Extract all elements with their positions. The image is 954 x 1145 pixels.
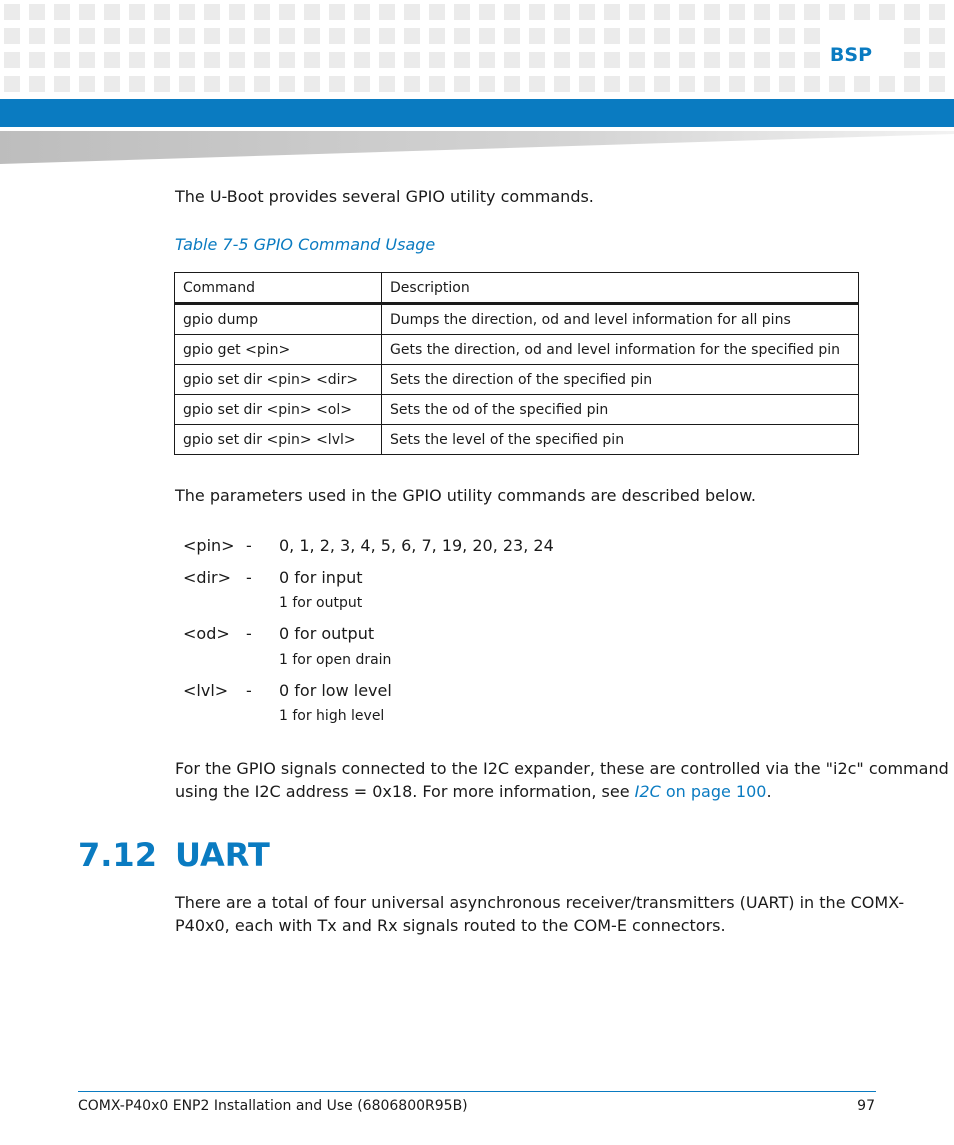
header-pattern-square	[229, 52, 245, 68]
header-pattern-square	[529, 52, 545, 68]
uart-paragraph-line2: P40x0, each with Tx and Rx signals routed to the COM-E connectors.	[175, 916, 726, 935]
header-pattern-square	[529, 4, 545, 20]
header-pattern-square	[904, 52, 920, 68]
header-pattern-square	[254, 76, 270, 92]
table-cell-description: Gets the direction, od and level information for the specified pin	[382, 335, 859, 365]
header-pattern-square	[729, 28, 745, 44]
header-pattern-square	[329, 4, 345, 20]
table-row	[175, 304, 859, 335]
footer-page-number: 97	[857, 1098, 875, 1114]
header-pattern-square	[779, 76, 795, 92]
table-cell-description: Sets the level of the specified pin	[382, 425, 859, 455]
i2c-note-suffix: .	[766, 782, 772, 801]
header-pattern-square	[629, 4, 645, 20]
header-pattern-square	[379, 76, 395, 92]
gpio-command-table	[174, 272, 859, 455]
header-pattern-square	[629, 76, 645, 92]
header-pattern-square	[79, 76, 95, 92]
section-title: UART	[175, 836, 270, 874]
header-pattern-square	[154, 28, 170, 44]
header-pattern-square	[229, 28, 245, 44]
param-sub-value: 1 for output	[279, 595, 363, 611]
header-pattern-square	[29, 76, 45, 92]
header-gray-wedge	[0, 131, 954, 164]
header-pattern-square	[304, 52, 320, 68]
header-pattern-square	[4, 76, 20, 92]
header-pattern-square	[54, 28, 70, 44]
header-pattern-square	[79, 4, 95, 20]
header-pattern-square	[929, 4, 945, 20]
header-pattern-square	[454, 76, 470, 92]
header-pattern-square	[879, 4, 895, 20]
header-pattern-square	[654, 28, 670, 44]
header-pattern-square	[29, 28, 45, 44]
header-pattern-square	[204, 28, 220, 44]
header-pattern-square	[804, 76, 820, 92]
i2c-cross-reference-link[interactable]	[635, 782, 767, 801]
param-name: <lvl>	[183, 681, 229, 700]
table-header-description: Description	[382, 273, 859, 304]
i2c-note-line1: For the GPIO signals connected to the I2C expander, these are controlled via the "i2c" command	[175, 759, 949, 778]
param-value: 0 for output	[279, 624, 375, 643]
header-pattern-square	[104, 4, 120, 20]
header-pattern-square	[779, 52, 795, 68]
header-pattern-square	[354, 76, 370, 92]
table-caption: Table 7-5 GPIO Command Usage	[175, 235, 436, 254]
header-pattern-square	[54, 4, 70, 20]
header-pattern-square	[679, 4, 695, 20]
header-pattern-square	[929, 52, 945, 68]
uart-paragraph-line1: There are a total of four universal asynchronous receiver/transmitters (UART) in the COMX-	[175, 893, 905, 912]
header-pattern-square	[779, 28, 795, 44]
header-pattern-square	[604, 76, 620, 92]
header-pattern-square	[579, 52, 595, 68]
i2c-link-page: on page 100	[660, 782, 767, 801]
header-pattern-square	[704, 28, 720, 44]
param-dash: -	[246, 568, 252, 587]
header-pattern-square	[704, 4, 720, 20]
i2c-note-prefix: using the I2C address = 0x18. For more information, see	[175, 782, 635, 801]
header-pattern-square	[254, 4, 270, 20]
header-pattern-square	[279, 4, 295, 20]
header-pattern-square	[554, 52, 570, 68]
table-row	[175, 425, 859, 455]
header-pattern-square	[904, 76, 920, 92]
header-pattern-square	[304, 28, 320, 44]
header-pattern-square	[429, 76, 445, 92]
param-dash: -	[246, 536, 252, 555]
header-pattern-square	[154, 4, 170, 20]
header-pattern-square	[479, 52, 495, 68]
header-pattern-square	[354, 28, 370, 44]
header-pattern-square	[479, 28, 495, 44]
table-cell-command: gpio set dir <pin> <dir>	[175, 365, 382, 395]
header-pattern-square	[754, 76, 770, 92]
header-pattern-square	[229, 4, 245, 20]
table-cell-command: gpio set dir <pin> <ol>	[175, 395, 382, 425]
param-value: 0 for input	[279, 568, 363, 587]
param-value: 0 for low level	[279, 681, 392, 700]
header-pattern-square	[79, 52, 95, 68]
header-pattern-square	[254, 28, 270, 44]
header-pattern-square	[454, 52, 470, 68]
header-pattern-square	[929, 76, 945, 92]
header-pattern-square	[279, 28, 295, 44]
header-pattern-square	[804, 28, 820, 44]
header-pattern-square	[454, 4, 470, 20]
header-pattern-square	[754, 52, 770, 68]
param-name: <dir>	[183, 568, 231, 587]
header-pattern-square	[554, 4, 570, 20]
header-pattern-square	[704, 76, 720, 92]
table-cell-command: gpio get <pin>	[175, 335, 382, 365]
header-pattern-square	[379, 28, 395, 44]
header-pattern-square	[704, 52, 720, 68]
header-pattern-square	[504, 28, 520, 44]
table-cell-description: Dumps the direction, od and level information for all pins	[382, 304, 859, 335]
header-section-tag: BSP	[829, 44, 872, 66]
header-pattern-square	[229, 76, 245, 92]
header-pattern	[0, 0, 954, 96]
header-pattern-square	[679, 52, 695, 68]
header-pattern-square	[204, 4, 220, 20]
header-pattern-square	[604, 52, 620, 68]
param-name: <pin>	[183, 536, 235, 555]
header-pattern-square	[604, 28, 620, 44]
header-blue-band	[0, 99, 954, 127]
header-pattern-square	[129, 76, 145, 92]
header-pattern-square	[479, 76, 495, 92]
header-pattern-square	[629, 52, 645, 68]
header-pattern-square	[504, 76, 520, 92]
header-pattern-square	[404, 76, 420, 92]
footer-rule	[78, 1091, 876, 1092]
header-pattern-square	[754, 4, 770, 20]
header-pattern-square	[854, 76, 870, 92]
header-pattern-square	[504, 4, 520, 20]
table-cell-command: gpio set dir <pin> <lvl>	[175, 425, 382, 455]
header-pattern-square	[904, 4, 920, 20]
header-pattern-square	[129, 52, 145, 68]
header-pattern-square	[404, 52, 420, 68]
header-pattern-square	[679, 76, 695, 92]
header-pattern-square	[729, 52, 745, 68]
header-pattern-square	[579, 4, 595, 20]
param-dash: -	[246, 624, 252, 643]
param-sub-value: 1 for high level	[279, 708, 385, 724]
header-pattern-square	[554, 76, 570, 92]
header-pattern-square	[829, 4, 845, 20]
header-pattern-square	[154, 52, 170, 68]
header-pattern-square	[329, 52, 345, 68]
footer-doc-title: COMX-P40x0 ENP2 Installation and Use (6806800R95B)	[78, 1098, 468, 1114]
table-cell-description: Sets the od of the specified pin	[382, 395, 859, 425]
table-cell-description: Sets the direction of the specified pin	[382, 365, 859, 395]
table-header-command: Command	[175, 273, 382, 304]
header-pattern-square	[779, 4, 795, 20]
header-pattern-square	[4, 4, 20, 20]
header-pattern-square	[829, 76, 845, 92]
header-pattern-square	[529, 76, 545, 92]
header-pattern-square	[279, 76, 295, 92]
header-pattern-square	[654, 4, 670, 20]
header-pattern-square	[729, 76, 745, 92]
header-pattern-square	[479, 4, 495, 20]
header-pattern-square	[204, 76, 220, 92]
section-number: 7.12	[78, 836, 157, 874]
header-pattern-square	[154, 76, 170, 92]
table-row	[175, 395, 859, 425]
header-pattern-square	[729, 4, 745, 20]
header-pattern-square	[104, 52, 120, 68]
header-pattern-square	[654, 52, 670, 68]
header-pattern-square	[179, 4, 195, 20]
header-pattern-square	[54, 52, 70, 68]
table-row	[175, 365, 859, 395]
header-pattern-square	[404, 4, 420, 20]
header-pattern-square	[329, 76, 345, 92]
params-intro-text: The parameters used in the GPIO utility commands are described below.	[175, 486, 756, 505]
header-pattern-square	[54, 76, 70, 92]
header-pattern-square	[854, 4, 870, 20]
i2c-note-line2	[175, 780, 772, 803]
header-pattern-square	[679, 28, 695, 44]
header-pattern-square	[504, 52, 520, 68]
header-pattern-square	[254, 52, 270, 68]
header-pattern-square	[754, 28, 770, 44]
header-pattern-square	[354, 52, 370, 68]
table-row	[175, 335, 859, 365]
header-pattern-square	[529, 28, 545, 44]
header-pattern-square	[429, 28, 445, 44]
header-pattern-square	[554, 28, 570, 44]
header-pattern-square	[379, 52, 395, 68]
header-pattern-square	[404, 28, 420, 44]
header-pattern-square	[329, 28, 345, 44]
param-name: <od>	[183, 624, 230, 643]
header-pattern-square	[804, 52, 820, 68]
header-pattern-square	[629, 28, 645, 44]
i2c-link-italic: I2C	[634, 782, 661, 801]
header-pattern-square	[904, 28, 920, 44]
intro-text: The U-Boot provides several GPIO utility commands.	[175, 187, 594, 206]
header-pattern-square	[654, 76, 670, 92]
param-sub-value: 1 for open drain	[279, 652, 392, 668]
header-pattern-square	[179, 52, 195, 68]
header-pattern-square	[4, 28, 20, 44]
header-pattern-square	[29, 4, 45, 20]
param-dash: -	[246, 681, 252, 700]
header-pattern-square	[879, 76, 895, 92]
header-pattern-square	[304, 76, 320, 92]
header-pattern-square	[429, 52, 445, 68]
header-pattern-square	[579, 28, 595, 44]
header-pattern-square	[929, 28, 945, 44]
header-pattern-square	[179, 76, 195, 92]
header-pattern-square	[604, 4, 620, 20]
header-pattern-square	[429, 4, 445, 20]
header-pattern-square	[454, 28, 470, 44]
header-pattern-square	[279, 52, 295, 68]
header-pattern-square	[304, 4, 320, 20]
header-pattern-square	[354, 4, 370, 20]
header-pattern-square	[179, 28, 195, 44]
header-pattern-square	[104, 76, 120, 92]
header-pattern-square	[129, 4, 145, 20]
header-pattern-square	[129, 28, 145, 44]
table-header-row	[175, 273, 859, 304]
table-cell-command: gpio dump	[175, 304, 382, 335]
header-pattern-square	[29, 52, 45, 68]
header-pattern-square	[4, 52, 20, 68]
header-pattern-square	[79, 28, 95, 44]
header-pattern-square	[804, 4, 820, 20]
param-value: 0, 1, 2, 3, 4, 5, 6, 7, 19, 20, 23, 24	[279, 536, 554, 555]
header-pattern-square	[579, 76, 595, 92]
header-pattern-square	[379, 4, 395, 20]
header-pattern-square	[204, 52, 220, 68]
header-pattern-square	[104, 28, 120, 44]
